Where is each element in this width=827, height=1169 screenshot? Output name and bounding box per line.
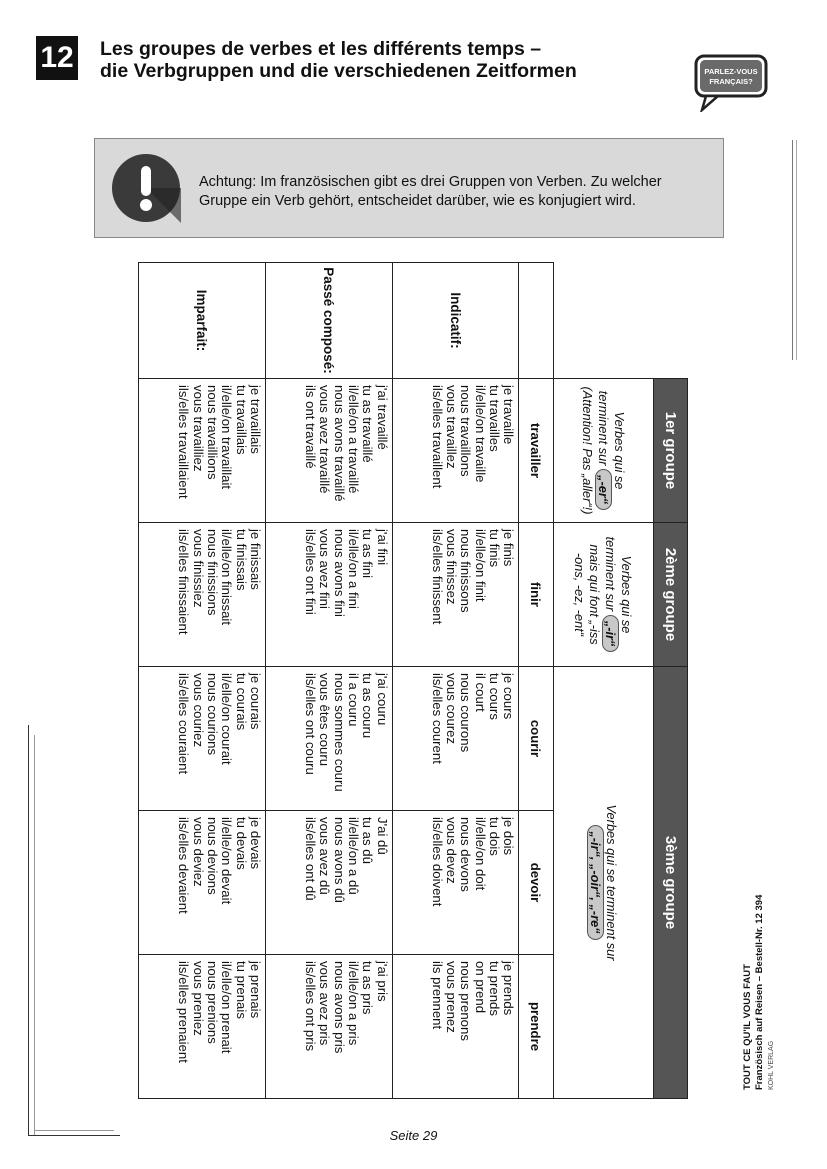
conjugation-cell: j'ai pris tu as pris il/elle/on a pris nous avons pris vous avez pris ils/elles ont pris xyxy=(265,955,392,1099)
group-3-header: 3ème groupe xyxy=(653,667,687,1099)
conjugation-cell: je cours tu cours il court nous courons vous courez ils/elles courent xyxy=(392,667,519,811)
group-2-description: Verbes qui se terminent sur „-ir“ mais qui font „-iss -ons, -ez, -ent“ xyxy=(553,523,653,667)
verb-header: prendre xyxy=(519,955,553,1099)
group-1-header: 1er groupe xyxy=(653,379,687,523)
side-line-2: Französisch auf Reisen – Bestell-Nr. 12 394 xyxy=(754,894,765,1090)
badge-line-1: PARLEZ-VOUS xyxy=(704,67,758,76)
verb-header: devoir xyxy=(519,811,553,955)
tense-label: Indicatif: xyxy=(392,263,519,379)
conjugation-cell: J'ai dû tu as dû il/elle/on a dû nous avons dû vous avez dû ils/elles ont dû xyxy=(265,811,392,955)
notice-box xyxy=(94,138,724,238)
decor-line xyxy=(792,140,793,360)
conjugation-cell: je prenais tu prenais il/elle/on prenait nous prenions vous preniez ils/elles prenaient xyxy=(139,955,266,1099)
corner-cell xyxy=(519,263,553,379)
group-1-description: Verbes qui se terminent sur „-er“ (Attention! Pas „aller“!) xyxy=(553,379,653,523)
decor-line xyxy=(28,725,29,1135)
title-french: Les groupes de verbes et les différents temps – xyxy=(100,38,542,60)
conjugation-table xyxy=(138,262,688,1098)
title-german: die Verbgruppen und die verschiedenen Zeitformen xyxy=(100,60,577,82)
tense-row-passe-compose xyxy=(265,263,392,1099)
publisher-info xyxy=(742,760,802,1090)
tense-label: Imparfait: xyxy=(139,263,266,379)
group-3-description: Verbes qui se terminent sur „-ir“, „-oir“, „-re“ xyxy=(553,667,653,1099)
conjugation-cell: je devais tu devais il/elle/on devait nous devions vous deviez ils/elles devaient xyxy=(139,811,266,955)
tense-row-indicatif xyxy=(392,263,519,1099)
tense-label: Passé composé: xyxy=(265,263,392,379)
conjugation-cell: je dois tu dois il/elle/on doit nous devons vous devez ils/elles doivent xyxy=(392,811,519,955)
worksheet-number: 12 xyxy=(36,36,78,80)
tense-row-imparfait xyxy=(139,263,266,1099)
conjugation-cell: je prends tu prends on prend nous prenons vous prenez ils prennent xyxy=(392,955,519,1099)
badge-line-2: FRANÇAIS? xyxy=(709,77,753,86)
notice-text: Achtung: Im französischen gibt es drei Gruppen von Verben. Zu welcher Gruppe ein Verb gehört, entscheidet darüber, wie es konjugiert wird. xyxy=(199,174,662,209)
conjugation-cell: je travaille tu travailles il/elle/on travaille nous travaillons vous travaillez ils/elles travaillent xyxy=(392,379,519,523)
conjugation-cell: j'ai couru tu as couru il a couru nous sommes couru vous êtes couru ils/elles ont couru xyxy=(265,667,392,811)
side-line-1: TOUT CE QU'IL VOUS FAUT xyxy=(742,964,753,1090)
verb-header: finir xyxy=(519,523,553,667)
conjugation-cell: je finis tu finis il/elle/on finit nous finissons vous finissez ils/elles finissent xyxy=(392,523,519,667)
page-number: Seite 29 xyxy=(389,1128,438,1143)
conjugation-cell: je courais tu courais il/elle/on courait nous courions vous couriez ils/elles couraient xyxy=(139,667,266,811)
verb-header: travailler xyxy=(519,379,553,523)
verb-header: courir xyxy=(519,667,553,811)
group-2-header: 2ème groupe xyxy=(653,523,687,667)
decor-line xyxy=(796,140,797,360)
conjugation-cell: je travaillais tu travaillais il/elle/on travaillait nous travaillions vous travailliez ils/elles travaillaient xyxy=(139,379,266,523)
speech-bubble-logo xyxy=(692,52,770,112)
publisher-logo: KOHL VERLAG xyxy=(768,1040,775,1090)
page-title xyxy=(100,38,690,82)
conjugation-cell: j'ai travaillé tu as travaillé il/elle/on a travaillé nous avons travaillé vous avez travaillé ils ont travaillé xyxy=(265,379,392,523)
conjugation-cell: j'ai fini tu as fini il/elle/on a fini nous avons fini vous avez fini ils/elles ont fini xyxy=(265,523,392,667)
decor-line xyxy=(34,735,35,1135)
conjugation-cell: je finissais tu finissais il/elle/on finissait nous finissions vous finissiez ils/elles finissaient xyxy=(139,523,266,667)
exclamation-icon xyxy=(111,153,181,223)
